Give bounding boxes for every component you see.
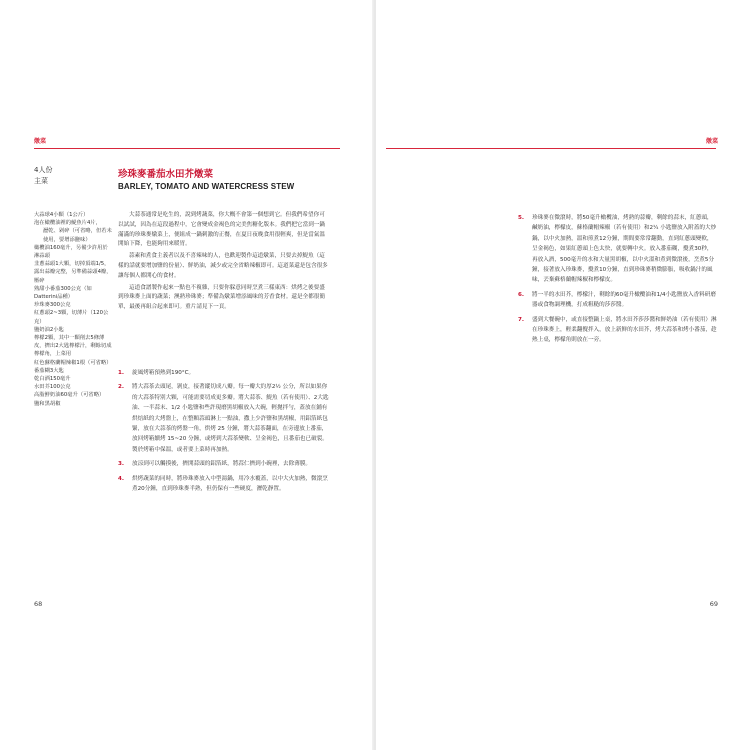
recipe-title-chinese: 珍珠麥番茄水田芥燉菜: [118, 169, 214, 180]
step-text: 放涼到可以觸摸後，擠開蒜頭的鋁箔紙，將蒜仁擠到小碗裡，去除薄膜。: [132, 461, 312, 468]
step-text: 烘烤蔬菜的同時，將珍珠麥放入中型湯鍋，用冷水覆蓋，以中大火加熱，微滾烹煮20分鐘，直到珍珠麥半熟，但仍保有一些硬度，瀝乾靜置。: [132, 475, 328, 493]
ingredient-item: [34, 285, 112, 301]
ingredient-text: 泡在橄欖油裡的鯷魚片4片，: [34, 220, 101, 227]
method-step: [518, 213, 718, 286]
step-number: 6.: [518, 291, 525, 298]
ingredient-text: 鹽和黑胡椒: [34, 400, 61, 407]
ingredient-item: [34, 309, 112, 325]
ingredient-text: 番茄糊3大匙: [34, 367, 64, 374]
method-step: [118, 382, 330, 455]
ingredient-item: [34, 391, 112, 399]
right-page: [376, 0, 750, 750]
ingredient-text: 紅蔥頭2~3顆，切薄片（120公克）: [34, 310, 109, 325]
ingredient-item: [34, 211, 112, 219]
ingredient-text: 韭蔥蒜頭1大顆，切掉頂端1/5，露出蒜瓣完整，另準備蒜頭4瓣，壓碎: [34, 261, 112, 284]
recipe-intro: [118, 211, 330, 315]
step-number: 7.: [518, 316, 525, 323]
page-number: 69: [709, 600, 718, 608]
running-head: 燉菜: [34, 138, 47, 145]
step-text: 旋風烤箱預熱到190°C。: [132, 370, 195, 376]
ingredient-text: 紅色蘇格蘭帽辣椒1根（可省略）: [34, 359, 112, 366]
ingredient-text: 鹽奶油2小匙: [34, 326, 64, 333]
step-number: 2.: [118, 384, 125, 391]
method-step: [518, 290, 718, 311]
method-steps: [118, 368, 330, 498]
ingredient-text: 檸檬2顆，其中一顆削去5條薄皮，擠出2大匙檸檬汁，剩餘切成檸檬角，上菜用: [34, 335, 112, 358]
recipe-meta: [34, 165, 52, 187]
intro-paragraph: 蒜素和煮食主義者以及不喜辣味的人，也歡迎製作這道燉菜，只要去掉鯷魚（這樣的話就要增加鹽的份量）、鮮奶油，減少或完全省略辣椒即可。這道菜還是包含很多讓每個人都開心的食材。: [118, 253, 328, 279]
page-number: 68: [34, 600, 43, 608]
step-number: 5.: [518, 215, 525, 221]
ingredient-item: [34, 359, 112, 367]
ingredient-item: [34, 301, 112, 309]
ingredient-item: [34, 375, 112, 383]
ingredient-text: 乾白酒150毫升: [34, 376, 71, 383]
serves-label: 4人份: [34, 166, 53, 174]
ingredient-item: [34, 367, 112, 375]
ingredient-item: [34, 334, 112, 359]
course-label: 主菜: [34, 177, 48, 185]
method-step: [518, 315, 718, 346]
ingredient-item: [34, 219, 112, 244]
ingredient-text: 熟甜小番茄300公克（如Datterini品種）: [34, 285, 92, 301]
intro-paragraph: 大蒜茶通常是吃生的，說到烤蔬菜，你大概不會第一個想到它。但我們希望你可以試試，因為在這段過程中，它會變成金褐色的完美焦糖化版本。我們把它當到一鍋滿滿的珍珠麥燉菜上，便組成一鍋刺激的正餐，在夏日夜晚食用很輕爽，但是當氣溫開始下降，也能夠用來暖胃。: [118, 212, 325, 248]
ingredient-item: [34, 244, 112, 260]
ingredient-text: 高脂鮮奶油60毫升（可省略）: [34, 392, 105, 399]
header-rule: [34, 148, 340, 149]
ingredient-note: 瀝乾、剁碎（可省略，但若未使用，要增添鹽味）: [43, 228, 112, 243]
step-number: 3.: [118, 461, 125, 468]
ingredient-text: 珍珠麥300公克: [34, 302, 71, 309]
ingredient-item: [34, 400, 112, 408]
step-text: 將一半的水田芥，檸檬汁，剩餘的60毫升橄欖油和1/4小匙鹽放入香料研磨器或食物調理機，打成粗糙的莎莎醬。: [532, 291, 716, 309]
intro-paragraph: 這道食譜製作起來一點也不複雜，只要你躲意同時烹煮三樣東西：烘烤之後要盛到珍珠麥上面的蔬菜；澳熟珍珠麥；準備為燉菜增添風味的芳香食材。還是全都很簡單，最後再組合起來即可。重片請見下一頁。: [118, 284, 325, 311]
ingredient-item: [34, 326, 112, 334]
ingredients-list: [34, 211, 112, 408]
method-step: [118, 459, 330, 469]
step-text: 盛到大餐碗中，或直接整鍋上桌，將水田芥莎莎醬和鮮奶油（若有使用）淋在珍珠麥上，輕柔翻攪拌入，放上新鮮的水田芥，烤大蒜茶和烤小番茄，趁熱上桌，檸檬角則放在一旁。: [532, 316, 717, 344]
ingredient-text: 水田芥100公克: [34, 384, 71, 391]
ingredient-item: [34, 383, 112, 391]
recipe-title-english: BARLEY, TOMATO AND WATERCRESS STEW: [118, 182, 295, 191]
step-number: 4.: [118, 475, 125, 482]
step-text: 珍珠麥在微滾時，將50毫升橄欖油，烤熟的蒜瓣，剩餘的蒜末，紅蔥頭，鹹奶油，檸檬皮，蘇格蘭帽辣椒（若有使用）和2¼ 小匙鹽放入附蓋的大炒鍋，以中火加熱，溫和煎煮12分鐘，期間要常常翻動，直到紅蔥頭變軟，呈金褐色，如果紅蔥頭上色太快，就要轉中火。放入番茄糊，攪煮30秒，再放入酒，500毫升的水和大量黑胡椒，以中火溫和煮到微滾後，烹煮5分鐘，接著放入珍珠麥，攪煮10分鐘，直到珍珠麥稍微膨脹，吸收鍋汁的風味，丟棄蘇格蘭帽辣椒和檸檬皮。: [532, 215, 717, 284]
running-head: 燉菜: [705, 138, 718, 145]
method-step: [118, 368, 330, 378]
step-text: 將大蒜茶去頭尾，剝皮，接著縱切成八瓣。每一瓣大約厚2½ 公分，所以如果你的大蒜茶特別大顆，可能需要切成更多瓣。將大蒜茶、鯷魚（若有使用）、2大匙油、一半蒜末、1/2 小匙鹽和些許現磨黑胡椒放入大碗，輕拋拌勻，蓋放在鋪有烘焙紙的大烤盤上，在整顆蒜頭淋上一點油，撒上少許鹽和黑胡椒，用鋁箔紙包緊，放在大蒜茶的烤盤一角，烘烤 25 分鐘，將大蒜茶翻面，在旁邊放上番茄，放回烤箱續烤 15~20 分鐘，或烤到大蒜茶變軟、呈金褐色，且番茄也已破裂。製於烤箱中保溫，或者要上菜時再加熱。: [132, 384, 329, 453]
method-step: [118, 474, 330, 495]
header-rule: [386, 148, 716, 149]
ingredient-item: [34, 260, 112, 285]
ingredient-text: 大蒜球4小顆（1公斤）: [34, 212, 89, 218]
ingredient-text: 橄欖油160毫升，另備少許用於淋蒜頭: [34, 244, 108, 260]
step-number: 1.: [118, 370, 125, 376]
left-page: [0, 0, 374, 750]
method-steps: [518, 213, 718, 350]
